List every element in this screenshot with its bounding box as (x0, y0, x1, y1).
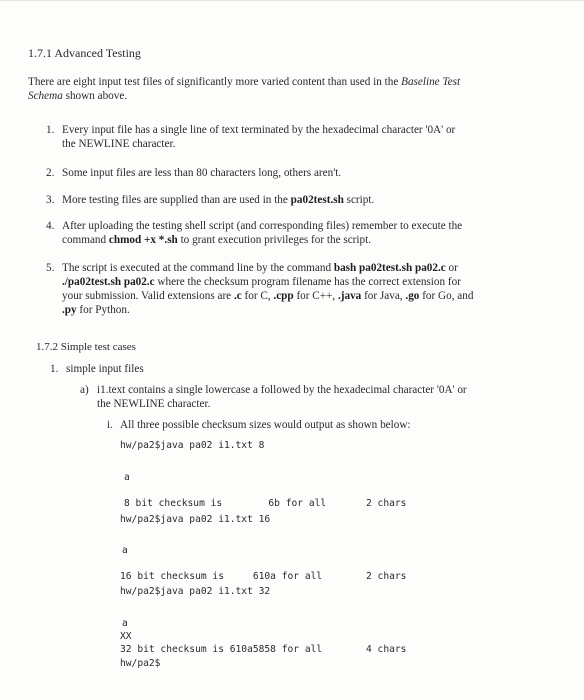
terminal-output: a (124, 472, 130, 483)
list-item-text: for Go, and (419, 290, 474, 302)
list-item-text (62, 303, 130, 317)
terminal-command: hw/pa2$java pa02 i1.txt 32 (120, 586, 271, 597)
terminal-output: 8 bit checksum is 6b for all (124, 498, 327, 509)
terminal-output: a (122, 545, 128, 556)
sublist-text: the NEWLINE character. (97, 398, 211, 410)
list-item-text (62, 289, 473, 303)
subsection-heading: 1.7.2 Simple test cases (36, 341, 136, 353)
list-item-text: for Python. (76, 304, 130, 316)
command-bold: bash pa02test.sh pa02.c (333, 262, 446, 274)
list-item-text: where the checksum program filename has the correct extension for (154, 276, 461, 288)
extension-bold: .java (337, 290, 362, 302)
list-item-text: to grant execution privileges for the script. (177, 234, 372, 246)
terminal-output: 2 chars (366, 498, 407, 509)
intro-italic: Baseline Test (401, 76, 461, 88)
extension-bold: .py (62, 304, 77, 316)
list-item-text: or (445, 262, 458, 274)
section-heading: 1.7.1 Advanced Testing (28, 46, 141, 60)
intro-line-2 (28, 89, 127, 103)
list-item-text: command (62, 234, 109, 246)
list-item-text: More testing files are supplied than are used in the (62, 194, 291, 206)
intro-line-1 (28, 75, 460, 89)
terminal-output: 2 chars (366, 571, 407, 582)
list-item-number: 4. (46, 220, 55, 232)
list-item-number: 1. (50, 363, 59, 375)
terminal-output: 16 bit checksum is 610a for all (120, 571, 323, 582)
command-bold: chmod +x *.sh (108, 234, 178, 246)
list-item-text: your submission. Valid extensions are (62, 290, 234, 302)
list-item-text (62, 233, 371, 247)
sublist-marker: a) (80, 384, 89, 396)
roman-text: All three possible checksum sizes would output as shown below: (120, 419, 411, 431)
list-item-number: 5. (46, 262, 55, 274)
list-item-number: 2. (46, 167, 55, 179)
list-item-text: The script is executed at the command line by the command (62, 262, 334, 274)
list-item-text: script. (343, 194, 375, 206)
terminal-output: XX (120, 631, 132, 642)
terminal-output: 32 bit checksum is 610a5858 for all (120, 644, 323, 655)
intro-text: shown above. (62, 90, 128, 102)
list-item-text: for Java, (361, 290, 406, 302)
list-item-text (62, 275, 461, 289)
terminal-output: a (122, 618, 128, 629)
list-item-text: Some input files are less than 80 characters long, others aren't. (62, 167, 342, 179)
extension-bold: .cpp (273, 290, 294, 302)
terminal-output: 4 chars (366, 644, 407, 655)
extension-bold: .go (405, 290, 420, 302)
list-item-text: for C++, (293, 290, 338, 302)
list-item-text: After uploading the testing shell script (and corresponding files) remember to execute the (62, 220, 463, 232)
list-item-number: 3. (46, 194, 55, 206)
terminal-prompt: hw/pa2$ (120, 658, 161, 669)
list-item-number: 1. (46, 124, 55, 136)
roman-marker: i. (107, 419, 113, 431)
list-item-text (62, 193, 374, 207)
intro-italic: Schema (28, 90, 63, 102)
extension-bold: .c (233, 290, 242, 302)
terminal-command: hw/pa2$java pa02 i1.txt 8 (120, 440, 265, 451)
list-item-text: Every input file has a single line of text terminated by the hexadecimal character '0A' or (62, 124, 456, 136)
list-item-text: simple input files (66, 363, 144, 375)
terminal-command: hw/pa2$java pa02 i1.txt 16 (120, 514, 271, 525)
sublist-text: i1.text contains a single lowercase a followed by the hexadecimal character '0A' or (97, 384, 467, 396)
list-item-text: the NEWLINE character. (62, 138, 176, 150)
intro-text: There are eight input test files of significantly more varied content than used in the (28, 76, 402, 88)
command-bold: ./pa02test.sh pa02.c (62, 276, 155, 288)
top-divider (0, 0, 584, 1)
filename-bold: pa02test.sh (290, 194, 344, 206)
list-item-text (62, 261, 458, 275)
list-item-text: for C, (241, 290, 274, 302)
